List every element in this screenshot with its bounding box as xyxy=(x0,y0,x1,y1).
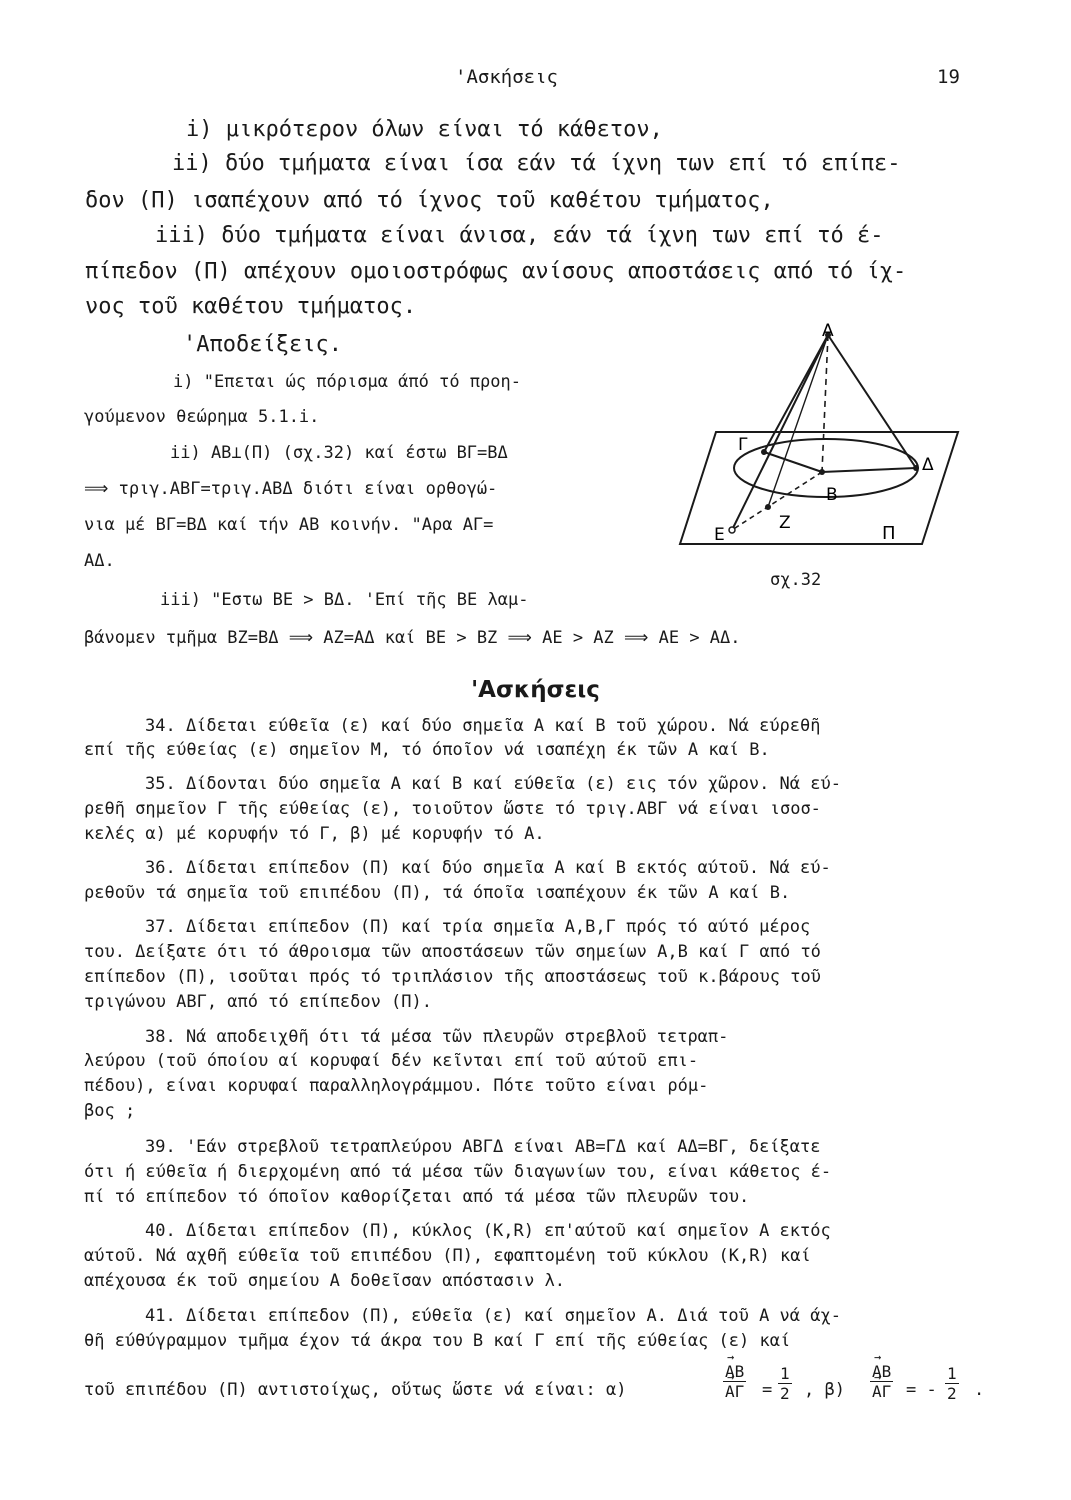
exercise-40-line: απέχουσα έκ τοῦ σημείου Α δοθεῖσαν απόστασιν λ. xyxy=(84,1271,566,1291)
value-denominator: 2 xyxy=(947,1384,957,1403)
proofs-heading: 'Αποδείξεις. xyxy=(183,332,342,357)
proof-line: νια μέ ΒΓ=ΒΔ καί τήν ΑΒ κοινήν. "Αρα ΑΓ= xyxy=(84,515,494,535)
exercises-title: 'Ασκήσεις xyxy=(471,677,600,703)
vector-ab: → ΑΒ xyxy=(725,1362,744,1381)
proof-line: βάνομεν τμῆμα ΒΖ=ΒΔ ⟹ ΑΖ=ΑΔ καί ΒΕ > ΒΖ ⟹ ΑΕ > ΑΖ ⟹ ΑΕ > ΑΔ. xyxy=(84,628,741,648)
label-g: Γ xyxy=(738,435,748,455)
value-denominator: 2 xyxy=(780,1384,790,1403)
exercise-35-line: ρεθῆ σημεῖον Γ τῆς εύθείας (ε), τοιοῦτον ὥστε τό τριγ.ΑΒΓ νά είναι ισοσ- xyxy=(84,799,821,819)
exercise-35-line: 35. Δίδονται δύο σημεῖα Α καί Β καί εύθεῖα (ε) εις τόν χῶρον. Νά εύ- xyxy=(145,774,841,794)
exercise-39-line: πί τό επίπεδον τό όποῖον καθορίζεται από τά μέσα τῶν πλευρῶν του. xyxy=(84,1187,750,1207)
label-b: Β xyxy=(826,485,838,505)
figure-32-cone-diagram xyxy=(676,321,966,592)
value-ratio-b xyxy=(945,1364,959,1403)
exercise-41-line: θῆ εύθύγραμμον τμῆμα έχον τά άκρα του Β καί Γ επί τῆς εύθείας (ε) καί xyxy=(84,1331,791,1351)
equals-sign: = xyxy=(762,1380,773,1400)
vector-ag: → ΑΓ xyxy=(872,1382,891,1401)
exercise-41-line: τοῦ επιπέδου (Π) αντιστοίχως, οὕτως ὥστε νά είναι: α) xyxy=(84,1380,627,1400)
exercise-38-line: βος ; xyxy=(84,1101,136,1121)
theorem-line: ii) δύο τμήματα είναι ίσα εάν τά ίχνη των επί τό επίπε- xyxy=(172,151,901,176)
exercise-35-line: κελές α) μέ κορυφήν τό Γ, β) μέ κορυφήν τό Α. xyxy=(84,824,545,844)
vector-ratio-b xyxy=(870,1362,893,1401)
label-z: Ζ xyxy=(779,513,791,533)
exercise-37-line: 37. Δίδεται επίπεδον (Π) καί τρία σημεῖα Α,Β,Γ πρός τό αύτό μέρος xyxy=(145,917,811,937)
exercise-38-line: πέδου), είναι κορυφαί παραλληλογράμμου. Πότε τοῦτο είναι ρόμ- xyxy=(84,1076,709,1096)
exercise-34-line: επί τῆς εύθείας (ε) σημεῖον Μ, τό όποῖον νά ισαπέχη έκ τῶν Α καί Β. xyxy=(84,740,770,760)
proof-line: i) "Επεται ώς πόρισμα άπό τό προη- xyxy=(173,372,521,392)
vector-ag: → ΑΓ xyxy=(725,1382,744,1401)
exercise-36-line: ρεθοῦν τά σημεῖα τοῦ επιπέδου (Π), τά όποῖα ισαπέχουν έκ τῶν Α καί Β. xyxy=(84,883,791,903)
running-header: 'Ασκήσεις xyxy=(455,66,558,88)
theorem-line: iii) δύο τμήματα είναι άνισα, εάν τά ίχνη των επί τό έ- xyxy=(155,223,884,248)
theorem-line: νος τοῦ καθέτου τμήματος. xyxy=(85,294,417,319)
exercise-36-line: 36. Δίδεται επίπεδον (Π) καί δύο σημεῖα Α καί Β εκτός αύτοῦ. Νά εύ- xyxy=(145,858,831,878)
proof-line: γούμενον θεώρημα 5.1.i. xyxy=(84,407,320,427)
proof-line: iii) "Εστω ΒΕ > ΒΔ. 'Επί τῆς ΒΕ λαμ- xyxy=(160,590,529,610)
page-number: 19 xyxy=(937,66,960,88)
exercise-37-line: επίπεδον (Π), ισοῦται πρός τό τριπλάσιον τῆς αποστάσεως τοῦ κ.βάρους τοῦ xyxy=(84,967,821,987)
exercise-40-line: 40. Δίδεται επίπεδον (Π), κύκλος (Κ,R) επ'αύτοῦ καί σημεῖον Α εκτός xyxy=(145,1221,831,1241)
value-numerator: 1 xyxy=(780,1364,790,1383)
equals-minus-sign: = - xyxy=(906,1380,937,1400)
vector-ab: → ΑΒ xyxy=(872,1362,891,1381)
label-p: Π xyxy=(882,523,896,544)
value-ratio-a xyxy=(778,1364,792,1403)
exercise-39-line: 39. 'Εάν στρεβλοῦ τετραπλεύρου ΑΒΓΔ είναι ΑΒ=ΓΔ καί ΑΔ=ΒΓ, δείξατε xyxy=(145,1137,821,1157)
exercise-38-line: λεύρου (τοῦ όποίου αί κορυφαί δέν κεῖνται επί τοῦ αύτοῦ επι- xyxy=(84,1051,699,1071)
exercise-40-line: αύτοῦ. Νά αχθῆ εύθεῖα τοῦ επιπέδου (Π), εφαπτομένη τοῦ κύκλου (Κ,R) καί xyxy=(84,1246,811,1266)
final-period: . xyxy=(974,1380,985,1400)
separator-b: , β) xyxy=(804,1380,845,1400)
figure-caption: σχ.32 xyxy=(770,570,822,590)
label-e: Ε xyxy=(714,525,725,545)
label-a: Α xyxy=(822,321,834,341)
vector-ratio-a xyxy=(723,1362,746,1401)
exercise-37-line: του. Δείξατε ότι τό άθροισμα τῶν αποστάσεων τῶν σημείων Α,Β καί Γ από τό xyxy=(84,942,821,962)
proof-line: ΑΔ. xyxy=(84,551,115,571)
exercise-34-line: 34. Δίδεται εύθεῖα (ε) καί δύο σημεῖα Α καί Β τοῦ χώρου. Νά εύρεθῆ xyxy=(145,716,821,736)
exercise-38-line: 38. Νά αποδειχθῆ ότι τά μέσα τῶν πλευρῶν στρεβλοῦ τετραπ- xyxy=(145,1027,729,1047)
theorem-line: πίπεδον (Π) απέχουν ομοιοστρόφως ανίσους αποστάσεις από τό ίχ- xyxy=(85,259,907,284)
exercise-41-line: 41. Δίδεται επίπεδον (Π), εύθεῖα (ε) καί σημεῖον Α. Διά τοῦ Α νά άχ- xyxy=(145,1306,841,1326)
theorem-line: i) μικρότερον όλων είναι τό κάθετον, xyxy=(186,117,663,142)
proof-line: ii) ΑΒ⊥(Π) (σχ.32) καί έστω ΒΓ=ΒΔ xyxy=(170,443,508,463)
exercise-39-line: ότι ή εύθεῖα ή διερχομένη από τά μέσα τῶν διαγωνίων του, είναι κάθετος έ- xyxy=(84,1162,832,1182)
value-numerator: 1 xyxy=(947,1364,957,1383)
label-d: Δ xyxy=(922,455,934,475)
theorem-line: δον (Π) ισαπέχουν από τό ίχνος τοῦ καθέτου τμήματος, xyxy=(85,188,774,213)
proof-line: ⟹ τριγ.ΑΒΓ=τριγ.ΑΒΔ διότι είναι ορθογώ- xyxy=(84,479,498,499)
exercise-37-line: τριγώνου ΑΒΓ, από τό επίπεδον (Π). xyxy=(84,992,432,1012)
